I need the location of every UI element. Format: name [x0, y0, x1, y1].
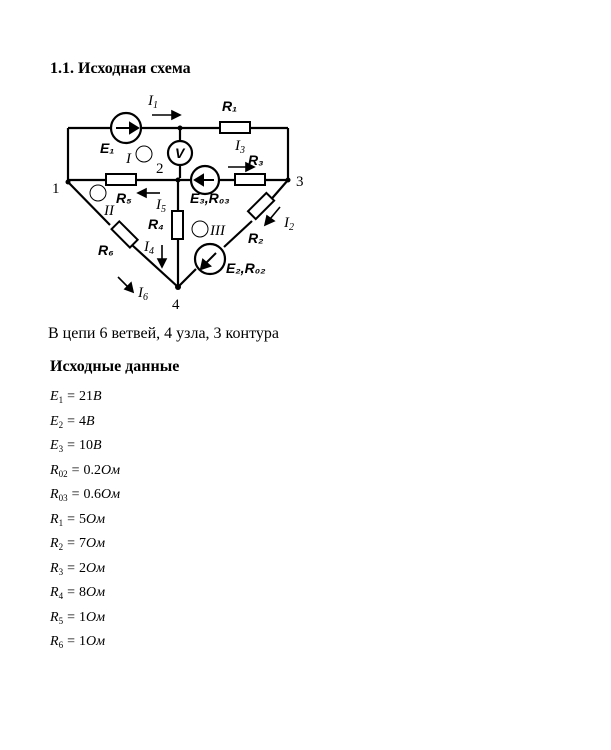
- r1-label: R₁: [222, 98, 238, 114]
- current-i6-label: I: [138, 285, 143, 301]
- loop-2-label: II: [104, 203, 114, 219]
- current-i5-label: I: [156, 197, 161, 213]
- current-i1-label: I: [148, 93, 153, 109]
- svg-text:I4: [143, 239, 154, 257]
- e2-label: E₂,R₀₂: [226, 260, 266, 276]
- current-i2-sub: 2: [289, 222, 294, 233]
- current-i1-sub: 1: [153, 100, 158, 111]
- current-i3-label: I: [235, 138, 240, 154]
- voltmeter-label: V: [175, 145, 185, 161]
- node-3-label: 3: [296, 174, 304, 190]
- svg-text:I1: [147, 93, 158, 111]
- r4-label: R₄: [148, 216, 164, 232]
- param-e3: $E_3 = 10B$: [50, 438, 102, 454]
- section-title: 1.1. Исходная схема: [50, 60, 191, 77]
- node-1-label: 1: [52, 181, 60, 197]
- e3-label: E₃,R₀₃: [190, 190, 230, 206]
- data-title: Исходные данные: [50, 358, 180, 375]
- param-r5: $R_5 = 1Ом$: [50, 609, 106, 626]
- r5-label: R₅: [116, 190, 132, 206]
- node-2-label: 2: [156, 161, 164, 177]
- param-r2: $R_2 = 7Ом$: [50, 536, 106, 552]
- svg-text:I6: [137, 285, 148, 303]
- circuit-summary: В цепи 6 ветвей, 4 узла, 3 контура: [48, 325, 279, 342]
- param-r03: $R_{03} = 0.6Ом$: [50, 487, 121, 503]
- current-i5-sub: 5: [161, 204, 166, 215]
- param-r6: $R_6 = 1Ом$: [50, 634, 106, 650]
- param-r02: $R_{02} = 0.2Ом$: [50, 462, 121, 479]
- current-i3-sub: 3: [240, 145, 245, 156]
- param-r3: $R_3 = 2Ом$: [50, 560, 106, 577]
- svg-text:I5: [155, 197, 166, 215]
- node-4-label: 4: [172, 297, 180, 313]
- param-e1: $E_1 = 21B$: [50, 389, 102, 405]
- loop-3-label: III: [210, 223, 225, 239]
- current-i4-label: I: [144, 239, 149, 255]
- current-i2-label: I: [284, 215, 289, 231]
- loop-1-label: I: [126, 151, 131, 167]
- r2-label: R₂: [248, 230, 264, 246]
- svg-text:I3: [234, 138, 245, 156]
- svg-text:I2: [283, 215, 294, 233]
- circuit-diagram: [48, 85, 318, 315]
- param-r1: $R_1 = 5Ом$: [50, 511, 106, 528]
- e1-label: E₁: [100, 140, 115, 156]
- param-e2: $E_2 = 4B$: [50, 413, 95, 430]
- parameter-list: [50, 388, 120, 658]
- param-r4: $R_4 = 8Ом$: [50, 585, 106, 601]
- r3-label: R₃: [248, 152, 264, 168]
- current-i6-sub: 6: [143, 292, 148, 303]
- r6-label: R₆: [98, 242, 114, 258]
- current-i4-sub: 4: [149, 246, 154, 257]
